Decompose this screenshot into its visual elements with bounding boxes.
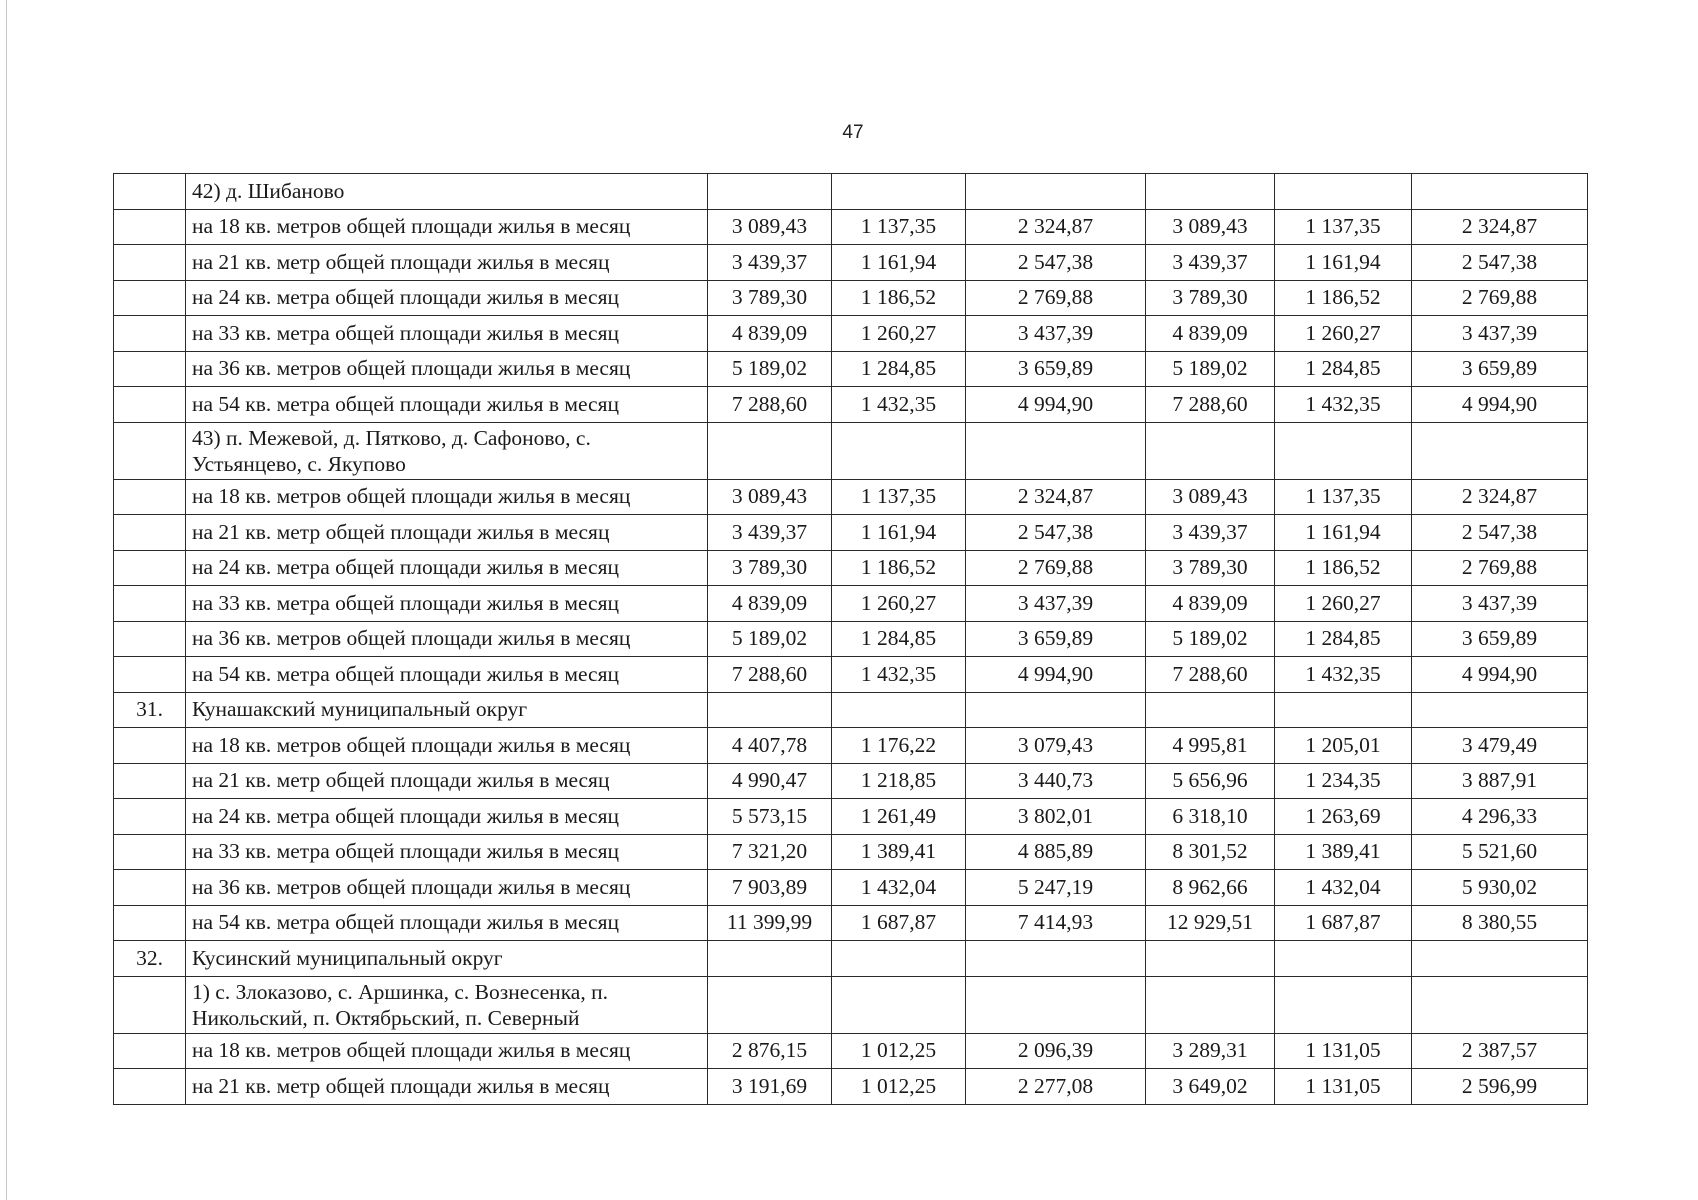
value-cell-col-4: 4 995,81 [1146, 728, 1275, 764]
row-number-cell [114, 976, 186, 1033]
page-number: 47 [842, 122, 864, 143]
value-cell-col-4 [1146, 976, 1275, 1033]
table-row [114, 1069, 1588, 1105]
value-cell-col-4 [1146, 941, 1275, 977]
value-cell-col-4: 3 789,30 [1146, 550, 1275, 586]
value-cell-col-6: 3 659,89 [1412, 621, 1588, 657]
value-cell-col-1: 7 288,60 [708, 657, 832, 693]
value-cell-col-5 [1275, 692, 1412, 728]
value-cell-col-1: 2 876,15 [708, 1033, 832, 1069]
value-cell-col-5: 1 186,52 [1275, 550, 1412, 586]
value-cell-col-1: 4 990,47 [708, 763, 832, 799]
value-cell-col-1: 3 191,69 [708, 1069, 832, 1105]
value-cell-col-6: 2 387,57 [1412, 1033, 1588, 1069]
value-cell-col-3: 3 440,73 [966, 763, 1146, 799]
table-row [114, 799, 1588, 835]
table-row [114, 351, 1588, 387]
row-number-cell [114, 728, 186, 764]
table-row [114, 586, 1588, 622]
value-cell-col-3: 2 277,08 [966, 1069, 1146, 1105]
row-label-cell: на 54 кв. метра общей площади жилья в месяц [186, 657, 708, 693]
table-row [114, 728, 1588, 764]
value-cell-col-2 [832, 174, 966, 210]
value-cell-col-3: 7 414,93 [966, 905, 1146, 941]
value-cell-col-5: 1 234,35 [1275, 763, 1412, 799]
row-label-cell: на 33 кв. метра общей площади жилья в месяц [186, 316, 708, 352]
value-cell-col-2 [832, 941, 966, 977]
value-cell-col-6: 2 547,38 [1412, 515, 1588, 551]
row-number-cell [114, 479, 186, 515]
value-cell-col-5: 1 131,05 [1275, 1069, 1412, 1105]
row-label-cell: на 33 кв. метра общей площади жилья в месяц [186, 586, 708, 622]
value-cell-col-6 [1412, 941, 1588, 977]
value-cell-col-6 [1412, 174, 1588, 210]
row-label-cell: на 18 кв. метров общей площади жилья в месяц [186, 728, 708, 764]
value-cell-col-4: 5 189,02 [1146, 351, 1275, 387]
value-cell-col-1: 5 189,02 [708, 621, 832, 657]
value-cell-col-5: 1 161,94 [1275, 515, 1412, 551]
table-row [114, 280, 1588, 316]
row-label-cell: Кусинский муниципальный округ [186, 941, 708, 977]
value-cell-col-1 [708, 174, 832, 210]
value-cell-col-2: 1 161,94 [832, 245, 966, 281]
value-cell-col-3: 2 769,88 [966, 280, 1146, 316]
value-cell-col-6: 5 521,60 [1412, 834, 1588, 870]
value-cell-col-2: 1 186,52 [832, 550, 966, 586]
value-cell-col-2 [832, 422, 966, 479]
value-cell-col-2: 1 137,35 [832, 479, 966, 515]
value-cell-col-5: 1 186,52 [1275, 280, 1412, 316]
row-label-cell: на 18 кв. метров общей площади жилья в месяц [186, 479, 708, 515]
value-cell-col-3: 3 659,89 [966, 621, 1146, 657]
value-cell-col-1: 5 573,15 [708, 799, 832, 835]
row-label-cell: на 21 кв. метр общей площади жилья в месяц [186, 1069, 708, 1105]
row-label-cell: на 21 кв. метр общей площади жилья в месяц [186, 515, 708, 551]
value-cell-col-5: 1 687,87 [1275, 905, 1412, 941]
value-cell-col-6: 3 887,91 [1412, 763, 1588, 799]
value-cell-col-5: 1 284,85 [1275, 351, 1412, 387]
value-cell-col-5: 1 432,35 [1275, 387, 1412, 423]
table-body [114, 174, 1588, 1105]
table-row [114, 1033, 1588, 1069]
row-label-cell: на 36 кв. метров общей площади жилья в месяц [186, 621, 708, 657]
value-cell-col-5: 1 137,35 [1275, 479, 1412, 515]
row-label-cell: на 24 кв. метра общей площади жилья в месяц [186, 280, 708, 316]
value-cell-col-3: 2 096,39 [966, 1033, 1146, 1069]
row-label-cell: на 33 кв. метра общей площади жилья в месяц [186, 834, 708, 870]
value-cell-col-6: 2 324,87 [1412, 209, 1588, 245]
value-cell-col-3 [966, 174, 1146, 210]
row-number-cell [114, 280, 186, 316]
value-cell-col-2: 1 432,35 [832, 657, 966, 693]
value-cell-col-4 [1146, 174, 1275, 210]
value-cell-col-4: 3 649,02 [1146, 1069, 1275, 1105]
value-cell-col-5: 1 137,35 [1275, 209, 1412, 245]
value-cell-col-1: 3 789,30 [708, 280, 832, 316]
value-cell-col-2: 1 432,04 [832, 870, 966, 906]
value-cell-col-3 [966, 941, 1146, 977]
value-cell-col-3: 2 324,87 [966, 209, 1146, 245]
row-number-cell [114, 834, 186, 870]
row-label-cell: Кунашакский муниципальный округ [186, 692, 708, 728]
row-label-cell: на 21 кв. метр общей площади жилья в месяц [186, 245, 708, 281]
value-cell-col-2: 1 260,27 [832, 316, 966, 352]
row-number-cell [114, 245, 186, 281]
value-cell-col-3: 2 547,38 [966, 245, 1146, 281]
value-cell-col-6: 3 479,49 [1412, 728, 1588, 764]
value-cell-col-1: 7 288,60 [708, 387, 832, 423]
value-cell-col-6: 4 994,90 [1412, 657, 1588, 693]
value-cell-col-5 [1275, 976, 1412, 1033]
row-number-cell [114, 799, 186, 835]
value-cell-col-1: 3 789,30 [708, 550, 832, 586]
value-cell-col-6 [1412, 976, 1588, 1033]
value-cell-col-5: 1 263,69 [1275, 799, 1412, 835]
value-cell-col-2: 1 687,87 [832, 905, 966, 941]
value-cell-col-1: 4 839,09 [708, 316, 832, 352]
value-cell-col-6: 2 769,88 [1412, 550, 1588, 586]
table-row [114, 550, 1588, 586]
value-cell-col-2: 1 176,22 [832, 728, 966, 764]
value-cell-col-1: 5 189,02 [708, 351, 832, 387]
value-cell-col-4: 8 301,52 [1146, 834, 1275, 870]
value-cell-col-2: 1 284,85 [832, 351, 966, 387]
value-cell-col-3: 3 437,39 [966, 586, 1146, 622]
value-cell-col-4: 6 318,10 [1146, 799, 1275, 835]
row-number-cell [114, 621, 186, 657]
value-cell-col-3: 4 994,90 [966, 387, 1146, 423]
tariff-table [113, 173, 1588, 1105]
row-number-cell [114, 515, 186, 551]
value-cell-col-6: 5 930,02 [1412, 870, 1588, 906]
value-cell-col-5 [1275, 422, 1412, 479]
value-cell-col-4 [1146, 692, 1275, 728]
value-cell-col-6: 2 596,99 [1412, 1069, 1588, 1105]
value-cell-col-1: 3 439,37 [708, 245, 832, 281]
value-cell-col-1 [708, 692, 832, 728]
value-cell-col-2: 1 284,85 [832, 621, 966, 657]
value-cell-col-3: 3 079,43 [966, 728, 1146, 764]
value-cell-col-6: 2 547,38 [1412, 245, 1588, 281]
row-number-cell [114, 316, 186, 352]
table-row [114, 387, 1588, 423]
row-label-cell: на 36 кв. метров общей площади жилья в месяц [186, 351, 708, 387]
value-cell-col-2: 1 161,94 [832, 515, 966, 551]
value-cell-col-2 [832, 692, 966, 728]
value-cell-col-1 [708, 422, 832, 479]
value-cell-col-6: 2 769,88 [1412, 280, 1588, 316]
value-cell-col-1: 7 903,89 [708, 870, 832, 906]
table-row [114, 834, 1588, 870]
value-cell-col-2 [832, 976, 966, 1033]
value-cell-col-1: 11 399,99 [708, 905, 832, 941]
value-cell-col-1: 3 089,43 [708, 209, 832, 245]
row-label-cell: на 24 кв. метра общей площади жилья в месяц [186, 550, 708, 586]
row-number-cell [114, 422, 186, 479]
value-cell-col-4: 12 929,51 [1146, 905, 1275, 941]
value-cell-col-2: 1 012,25 [832, 1033, 966, 1069]
row-label-cell: на 18 кв. метров общей площади жилья в месяц [186, 209, 708, 245]
value-cell-col-2: 1 218,85 [832, 763, 966, 799]
value-cell-col-6: 4 296,33 [1412, 799, 1588, 835]
table-row [114, 941, 1588, 977]
value-cell-col-1: 7 321,20 [708, 834, 832, 870]
table-row [114, 976, 1588, 1033]
value-cell-col-3: 3 659,89 [966, 351, 1146, 387]
value-cell-col-3: 3 802,01 [966, 799, 1146, 835]
value-cell-col-4: 8 962,66 [1146, 870, 1275, 906]
value-cell-col-6: 8 380,55 [1412, 905, 1588, 941]
table-row [114, 870, 1588, 906]
value-cell-col-1: 3 089,43 [708, 479, 832, 515]
row-number-cell [114, 763, 186, 799]
value-cell-col-4: 7 288,60 [1146, 387, 1275, 423]
value-cell-col-2: 1 186,52 [832, 280, 966, 316]
value-cell-col-4: 3 439,37 [1146, 515, 1275, 551]
value-cell-col-4: 3 289,31 [1146, 1033, 1275, 1069]
value-cell-col-2: 1 261,49 [832, 799, 966, 835]
value-cell-col-1: 4 839,09 [708, 586, 832, 622]
value-cell-col-1: 3 439,37 [708, 515, 832, 551]
value-cell-col-4: 7 288,60 [1146, 657, 1275, 693]
value-cell-col-5: 1 131,05 [1275, 1033, 1412, 1069]
row-label-cell: на 54 кв. метра общей площади жилья в месяц [186, 905, 708, 941]
row-label-cell: на 54 кв. метра общей площади жилья в месяц [186, 387, 708, 423]
row-label-cell: на 18 кв. метров общей площади жилья в месяц [186, 1033, 708, 1069]
value-cell-col-4: 3 089,43 [1146, 209, 1275, 245]
value-cell-col-5: 1 161,94 [1275, 245, 1412, 281]
value-cell-col-1 [708, 976, 832, 1033]
row-number-cell [114, 174, 186, 210]
value-cell-col-3: 2 769,88 [966, 550, 1146, 586]
table-row [114, 905, 1588, 941]
row-label-cell: 43) п. Межевой, д. Пятково, д. Сафоново, с. Устьянцево, с. Якупово [186, 422, 708, 479]
table-row [114, 245, 1588, 281]
table-row [114, 621, 1588, 657]
table-row [114, 692, 1588, 728]
row-number-cell [114, 1069, 186, 1105]
row-number-cell: 32. [114, 941, 186, 977]
value-cell-col-5: 1 284,85 [1275, 621, 1412, 657]
table-row [114, 657, 1588, 693]
value-cell-col-6: 3 437,39 [1412, 586, 1588, 622]
value-cell-col-6: 3 659,89 [1412, 351, 1588, 387]
value-cell-col-5: 1 260,27 [1275, 586, 1412, 622]
value-cell-col-3 [966, 976, 1146, 1033]
value-cell-col-6: 4 994,90 [1412, 387, 1588, 423]
value-cell-col-2: 1 260,27 [832, 586, 966, 622]
table-row [114, 479, 1588, 515]
value-cell-col-5: 1 205,01 [1275, 728, 1412, 764]
value-cell-col-4: 4 839,09 [1146, 586, 1275, 622]
value-cell-col-4: 3 089,43 [1146, 479, 1275, 515]
value-cell-col-4: 5 189,02 [1146, 621, 1275, 657]
value-cell-col-2: 1 389,41 [832, 834, 966, 870]
scan-edge-line [6, 0, 7, 1200]
row-label-cell: на 21 кв. метр общей площади жилья в месяц [186, 763, 708, 799]
value-cell-col-2: 1 137,35 [832, 209, 966, 245]
value-cell-col-3: 5 247,19 [966, 870, 1146, 906]
table-row [114, 174, 1588, 210]
row-number-cell [114, 387, 186, 423]
value-cell-col-5: 1 389,41 [1275, 834, 1412, 870]
value-cell-col-5 [1275, 941, 1412, 977]
row-number-cell [114, 586, 186, 622]
value-cell-col-3: 2 547,38 [966, 515, 1146, 551]
value-cell-col-1 [708, 941, 832, 977]
value-cell-col-6 [1412, 422, 1588, 479]
table-row [114, 515, 1588, 551]
value-cell-col-2: 1 012,25 [832, 1069, 966, 1105]
row-number-cell: 31. [114, 692, 186, 728]
row-label-cell: 1) с. Злоказово, с. Аршинка, с. Вознесенка, п. Никольский, п. Октябрьский, п. Северный [186, 976, 708, 1033]
row-label-cell: 42) д. Шибаново [186, 174, 708, 210]
row-number-cell [114, 209, 186, 245]
value-cell-col-3: 3 437,39 [966, 316, 1146, 352]
value-cell-col-3: 4 994,90 [966, 657, 1146, 693]
value-cell-col-5: 1 260,27 [1275, 316, 1412, 352]
row-number-cell [114, 1033, 186, 1069]
row-label-cell: на 36 кв. метров общей площади жилья в месяц [186, 870, 708, 906]
value-cell-col-6 [1412, 692, 1588, 728]
value-cell-col-3 [966, 422, 1146, 479]
value-cell-col-1: 4 407,78 [708, 728, 832, 764]
value-cell-col-6: 3 437,39 [1412, 316, 1588, 352]
value-cell-col-5: 1 432,04 [1275, 870, 1412, 906]
row-number-cell [114, 550, 186, 586]
value-cell-col-4: 4 839,09 [1146, 316, 1275, 352]
value-cell-col-2: 1 432,35 [832, 387, 966, 423]
row-number-cell [114, 657, 186, 693]
table-row [114, 763, 1588, 799]
value-cell-col-3: 4 885,89 [966, 834, 1146, 870]
value-cell-col-4 [1146, 422, 1275, 479]
row-number-cell [114, 905, 186, 941]
table-row [114, 422, 1588, 479]
value-cell-col-3: 2 324,87 [966, 479, 1146, 515]
value-cell-col-4: 5 656,96 [1146, 763, 1275, 799]
value-cell-col-5 [1275, 174, 1412, 210]
value-cell-col-4: 3 789,30 [1146, 280, 1275, 316]
value-cell-col-3 [966, 692, 1146, 728]
value-cell-col-6: 2 324,87 [1412, 479, 1588, 515]
value-cell-col-4: 3 439,37 [1146, 245, 1275, 281]
table-row [114, 209, 1588, 245]
row-number-cell [114, 870, 186, 906]
row-number-cell [114, 351, 186, 387]
table-row [114, 316, 1588, 352]
value-cell-col-5: 1 432,35 [1275, 657, 1412, 693]
row-label-cell: на 24 кв. метра общей площади жилья в месяц [186, 799, 708, 835]
